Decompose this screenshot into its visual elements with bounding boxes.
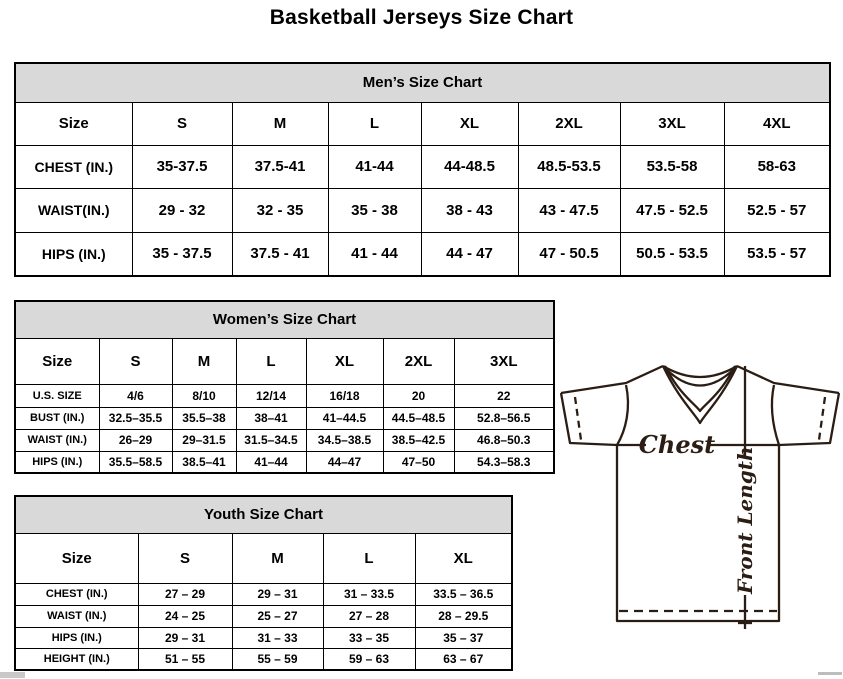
chest-label: Chest [638, 430, 716, 459]
men-table-row [15, 145, 830, 188]
men-value-cell: 37.5-41 [232, 145, 328, 188]
jersey-left-shoulder-line [561, 366, 663, 393]
youth-size-column-s: S [138, 533, 232, 583]
men-value-cell: 50.5 - 53.5 [620, 232, 724, 276]
men-table-title: Men’s Size Chart [15, 63, 830, 102]
womens-size-chart-table [14, 300, 555, 474]
men-size-column-m: M [232, 102, 328, 145]
women-value-cell: 12/14 [236, 384, 306, 407]
youth-row-label: HEIGHT (IN.) [15, 648, 138, 670]
men-value-cell: 41-44 [328, 145, 421, 188]
men-value-cell: 58-63 [724, 145, 830, 188]
women-value-cell: 38.5–41 [172, 451, 236, 473]
jersey-right-shoulder-line [737, 366, 839, 393]
horizontal-scrollbar-fragment-left[interactable] [0, 672, 25, 678]
youth-table-row [15, 648, 512, 670]
men-row-label: WAIST(IN.) [15, 188, 132, 232]
men-value-cell: 32 - 35 [232, 188, 328, 232]
youth-value-cell: 27 – 28 [323, 605, 415, 627]
youth-table-title: Youth Size Chart [15, 496, 512, 533]
youth-row-label: WAIST (IN.) [15, 605, 138, 627]
women-value-cell: 22 [454, 384, 554, 407]
men-value-cell: 35 - 37.5 [132, 232, 232, 276]
men-value-cell: 43 - 47.5 [518, 188, 620, 232]
youth-value-cell: 25 – 27 [232, 605, 323, 627]
jersey-left-cuff-dashed-line [575, 397, 581, 440]
women-value-cell: 46.8–50.3 [454, 429, 554, 451]
women-size-column-2xl: 2XL [383, 338, 454, 384]
women-value-cell: 44.5–48.5 [383, 407, 454, 429]
women-size-column-3xl: 3XL [454, 338, 554, 384]
men-table-row [15, 188, 830, 232]
women-value-cell: 20 [383, 384, 454, 407]
youth-size-column-l: L [323, 533, 415, 583]
women-table-header-row [15, 338, 554, 384]
men-size-column-4xl: 4XL [724, 102, 830, 145]
men-table-title-row [15, 63, 830, 102]
men-value-cell: 48.5-53.5 [518, 145, 620, 188]
youth-value-cell: 31 – 33.5 [323, 583, 415, 605]
mens-size-chart-table [14, 62, 831, 277]
men-value-cell: 53.5-58 [620, 145, 724, 188]
women-size-column-s: S [99, 338, 172, 384]
men-size-column-3xl: 3XL [620, 102, 724, 145]
men-value-cell: 44 - 47 [421, 232, 518, 276]
women-size-column-m: M [172, 338, 236, 384]
men-value-cell: 35 - 38 [328, 188, 421, 232]
women-value-cell: 32.5–35.5 [99, 407, 172, 429]
men-value-cell: 52.5 - 57 [724, 188, 830, 232]
women-value-cell: 54.3–58.3 [454, 451, 554, 473]
women-table-row [15, 384, 554, 407]
youth-table-header-row [15, 533, 512, 583]
youth-value-cell: 59 – 63 [323, 648, 415, 670]
youth-value-cell: 33.5 – 36.5 [415, 583, 512, 605]
youth-value-cell: 29 – 31 [232, 583, 323, 605]
women-table-row [15, 451, 554, 473]
women-value-cell: 38–41 [236, 407, 306, 429]
youth-table-row [15, 627, 512, 648]
women-value-cell: 44–47 [306, 451, 383, 473]
men-value-cell: 47 - 50.5 [518, 232, 620, 276]
youth-size-column-xl: XL [415, 533, 512, 583]
women-row-label: WAIST (IN.) [15, 429, 99, 451]
jersey-right-sleeve-seam [772, 385, 779, 445]
women-value-cell: 8/10 [172, 384, 236, 407]
men-value-cell: 29 - 32 [132, 188, 232, 232]
jersey-right-sleeve-outline [779, 393, 839, 445]
women-table-title: Women’s Size Chart [15, 301, 554, 338]
men-value-cell: 35-37.5 [132, 145, 232, 188]
youth-value-cell: 31 – 33 [232, 627, 323, 648]
men-value-cell: 38 - 43 [421, 188, 518, 232]
men-row-label: CHEST (IN.) [15, 145, 132, 188]
women-row-label: U.S. SIZE [15, 384, 99, 407]
women-value-cell: 52.8–56.5 [454, 407, 554, 429]
youth-table-title-row [15, 496, 512, 533]
women-table-row [15, 429, 554, 451]
jersey-left-sleeve-seam [617, 385, 628, 445]
men-value-cell: 41 - 44 [328, 232, 421, 276]
women-table-title-row [15, 301, 554, 338]
jersey-measurement-diagram [558, 358, 843, 636]
men-value-cell: 53.5 - 57 [724, 232, 830, 276]
youth-value-cell: 51 – 55 [138, 648, 232, 670]
youth-value-cell: 63 – 67 [415, 648, 512, 670]
men-row-label: HIPS (IN.) [15, 232, 132, 276]
women-size-corner-cell: Size [15, 338, 99, 384]
women-value-cell: 41–44.5 [306, 407, 383, 429]
men-value-cell: 37.5 - 41 [232, 232, 328, 276]
jersey-right-cuff-dashed-line [819, 397, 825, 440]
women-value-cell: 16/18 [306, 384, 383, 407]
women-value-cell: 41–44 [236, 451, 306, 473]
women-value-cell: 29–31.5 [172, 429, 236, 451]
youth-value-cell: 24 – 25 [138, 605, 232, 627]
men-table-row [15, 232, 830, 276]
youth-value-cell: 27 – 29 [138, 583, 232, 605]
men-size-column-2xl: 2XL [518, 102, 620, 145]
women-value-cell: 35.5–38 [172, 407, 236, 429]
men-size-column-s: S [132, 102, 232, 145]
women-value-cell: 31.5–34.5 [236, 429, 306, 451]
front-length-label: Front Length [733, 446, 757, 594]
youth-size-corner-cell: Size [15, 533, 138, 583]
men-table-header-row [15, 102, 830, 145]
women-value-cell: 26–29 [99, 429, 172, 451]
women-row-label: BUST (IN.) [15, 407, 99, 429]
men-size-column-xl: XL [421, 102, 518, 145]
women-value-cell: 34.5–38.5 [306, 429, 383, 451]
jersey-left-sleeve-outline [561, 393, 617, 445]
youth-value-cell: 33 – 35 [323, 627, 415, 648]
women-row-label: HIPS (IN.) [15, 451, 99, 473]
men-size-corner-cell: Size [15, 102, 132, 145]
youth-value-cell: 55 – 59 [232, 648, 323, 670]
youth-value-cell: 29 – 31 [138, 627, 232, 648]
youth-row-label: HIPS (IN.) [15, 627, 138, 648]
page-title: Basketball Jerseys Size Chart [269, 6, 574, 29]
youth-size-column-m: M [232, 533, 323, 583]
men-value-cell: 47.5 - 52.5 [620, 188, 724, 232]
youth-row-label: CHEST (IN.) [15, 583, 138, 605]
women-table-row [15, 407, 554, 429]
men-size-column-l: L [328, 102, 421, 145]
women-value-cell: 4/6 [99, 384, 172, 407]
youth-table-row [15, 605, 512, 627]
women-size-column-xl: XL [306, 338, 383, 384]
scrollbar-fragment-right[interactable] [818, 672, 842, 675]
men-value-cell: 44-48.5 [421, 145, 518, 188]
women-value-cell: 47–50 [383, 451, 454, 473]
youth-size-chart-table [14, 495, 513, 671]
women-value-cell: 35.5–58.5 [99, 451, 172, 473]
youth-value-cell: 35 – 37 [415, 627, 512, 648]
women-size-column-l: L [236, 338, 306, 384]
women-value-cell: 38.5–42.5 [383, 429, 454, 451]
youth-table-row [15, 583, 512, 605]
youth-value-cell: 28 – 29.5 [415, 605, 512, 627]
